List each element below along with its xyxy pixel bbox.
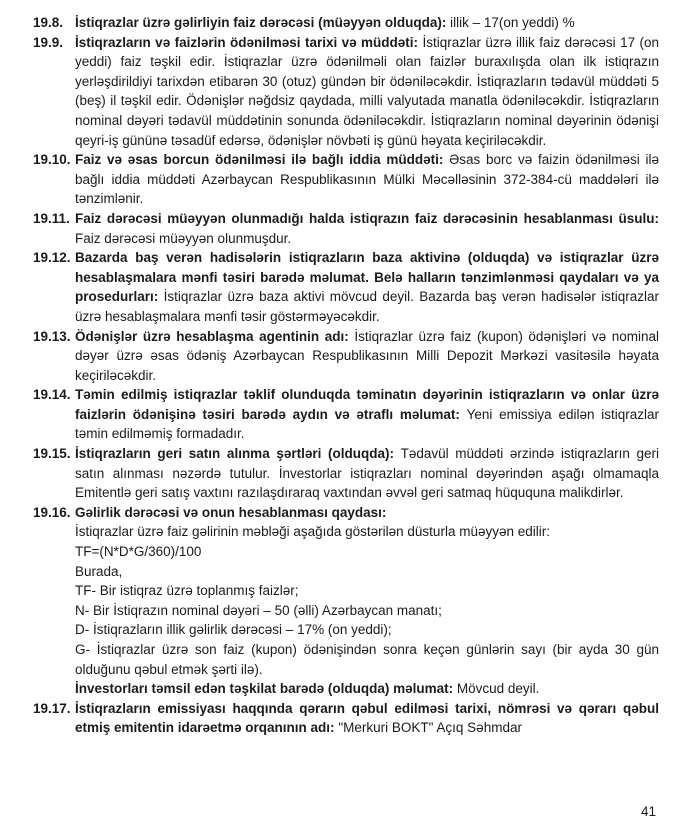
text-segment: İstiqrazlar üzrə illik faiz dərəcəsi 17 (on yeddi) faiz təşkil edir. İstiqrazlar üzrə ödənilməli olan faizlər buraxılışda olan ilk istiqrazın yerləşdirildiyi tarixdən etibarən 30 (otuz) gündən bir ödəniləcəkdir. İstiqrazların tədavül müddəti 5 (beş) il təşkil edir. Ödənişlər nəğdsiz qaydada, milli valyutada manatla ödəniləcəkdir. İstiqrazların nominal dəyəri tədavül müddətinin sonunda ödəniləcəkdir. İstiqrazların nominal dəyərinin ödənişi qeyri-iş gününə təsadüf edərsə, ödənişlər növbəti iş günü həyata keçiriləcəkdir. (75, 34, 660, 148)
text-segment: İstiqrazların və faizlərin ödənilməsi tarixi və müddəti: (75, 34, 423, 50)
text-segment: İstiqrazlar üzrə gəlirliyin faiz dərəcəsi (müəyyən olduqda): (75, 15, 451, 30)
item-content (75, 33, 659, 151)
item-number: 19.12. (33, 250, 71, 266)
item-number: 19.15. (33, 446, 71, 462)
list-item (33, 33, 659, 151)
item-content (75, 503, 659, 699)
text-segment: Faiz dərəcəsi müəyyən olunmuşdur. (75, 230, 292, 246)
text-segment: İnvestorları təmsil edən təşkilat barədə (olduqda) məlumat: (75, 681, 457, 697)
text-segment: Mövcud deyil. (456, 681, 540, 697)
list-item (33, 13, 659, 33)
item-content (75, 209, 659, 248)
paragraph (75, 620, 659, 640)
text-segment: İstiqrazların emissiyası haqqında qərarın qəbul edilməsi tarixi, nömrəsi və qərarı qəbul etmiş emitentin idarəetmə orqanının adı: (75, 700, 659, 736)
text-segment: Yeni emissiya edilən istiqrazlar təmin edilməmiş formadadır. (75, 406, 659, 442)
item-content (75, 444, 659, 503)
paragraph (75, 248, 659, 326)
item-content (75, 699, 659, 738)
text-segment: TF- Bir istiqraz üzrə toplanmış faizlər; (75, 583, 299, 599)
paragraph (75, 327, 659, 386)
paragraph (75, 581, 659, 601)
item-number: 19.16. (33, 504, 71, 520)
paragraph (75, 699, 659, 738)
text-segment: illik – 17(on yeddi) % (450, 15, 575, 30)
list-item (33, 699, 659, 738)
text-segment: İstiqrazlar üzrə baza aktivi mövcud deyil. Bazarda baş verən hadisələr istiqrazlar üzrə hesablaşmalara mənfi təsir göstərməyəcəkdir. (75, 289, 659, 324)
paragraph (75, 33, 659, 151)
item-content (75, 13, 659, 33)
text-segment: Tədavül müddəti ərzində istiqrazların geri satın alınması nəzərdə tutulur. İnvestorlar istiqrazları nominal dəyərindən aşağı olmamaqla Emitentlə geri satış vaxtını razılaşdıraraq vaxtından əvvəl geri satmaq hüququna malikdirlər. (75, 446, 659, 501)
list-item (33, 327, 659, 386)
text-segment: Faiz və əsas borcun ödənilməsi ilə bağlı iddia müddəti: (75, 152, 450, 168)
item-number: 19.14. (33, 387, 71, 403)
item-number: 19.10. (33, 152, 71, 168)
list-item (33, 209, 659, 248)
paragraph (75, 679, 659, 699)
paragraph (75, 209, 659, 248)
list-item (33, 385, 659, 444)
text-segment: Bazarda baş verən hadisələrin istiqrazların baza aktivinə (olduqda) və istiqrazlar üzrə hesablaşmalara mənfi təsiri barədə məlumat. Belə halların tənzimlənməsi qaydaları və ya prosedurları: (75, 250, 659, 305)
text-segment: N- Bir İstiqrazın nominal dəyəri – 50 (əlli) Azərbaycan manatı; (75, 602, 442, 618)
paragraph (75, 503, 659, 523)
paragraph (75, 640, 659, 679)
document-body (33, 13, 659, 738)
item-content (75, 150, 659, 209)
text-segment: Burada, (75, 563, 123, 579)
list-item (33, 150, 659, 209)
text-segment: G- İstiqrazlar üzrə son faiz (kupon) ödənişindən sonra keçən günlərin sayı (bir ayda 30 gün olduğunu qəbul etmək şərti ilə). (75, 642, 659, 677)
item-content (75, 248, 659, 326)
item-content (75, 327, 659, 386)
paragraph (75, 444, 659, 503)
item-number: 19.8. (33, 15, 64, 30)
paragraph (75, 522, 659, 542)
text-segment: D- İstiqrazların illik gəlirlik dərəcəsi – 17% (on yeddi); (75, 622, 392, 638)
text-segment: İstiqrazlar üzrə faiz (kupon) ödənişləri və nominal dəyər üzrə əsas ödəniş Azərbaycan Respublikasının Milli Depozit Mərkəzi vasitəsilə həyata keçiriləcəkdir. (75, 328, 659, 383)
list-item (33, 503, 659, 699)
paragraph (75, 385, 659, 444)
list-item (33, 248, 659, 326)
paragraph (75, 601, 659, 621)
text-segment: Faiz dərəcəsi müəyyən olunmadığı halda istiqrazın faiz dərəcəsinin hesablanması üsulu: (75, 210, 659, 226)
list-item (33, 444, 659, 503)
paragraph (75, 562, 659, 582)
text-segment: Gəlirlik dərəcəsi və onun hesablanması qaydası: (75, 504, 387, 520)
item-number: 19.17. (33, 700, 71, 716)
paragraph (75, 542, 659, 562)
item-number: 19.11. (33, 210, 70, 226)
text-segment: İstiqrazlar üzrə faiz gəlirinin məbləği aşağıda göstərilən düsturla müəyyən edilir: (75, 524, 550, 540)
item-number: 19.13. (33, 328, 71, 344)
page-number: 41 (640, 804, 656, 820)
text-segment: İstiqrazların geri satın alınma şərtləri (olduqda): (75, 446, 401, 462)
text-segment: "Merkuri BOKT" Açıq Səhmdar (338, 720, 522, 736)
text-segment: Təmin edilmiş istiqrazlar təklif olunduqda təminatın dəyərinin istiqrazların və onlar üzrə faizlərin ödənişinə təsiri barədə aydın və ətraflı məlumat: (75, 387, 659, 422)
paragraph (75, 150, 659, 209)
text-segment: Ödənişlər üzrə hesablaşma agentinin adı: (75, 328, 355, 344)
text-segment: Əsas borc və faizin ödənilməsi ilə bağlı iddia müddəti Azərbaycan Respublikasının Mülki Məcəlləsinin 372-384-cü maddələri ilə tənzimlənir. (75, 152, 659, 207)
item-content (75, 385, 659, 444)
text-segment: TF=(N*D*G/360)/100 (75, 544, 202, 560)
item-number: 19.9. (33, 34, 64, 50)
paragraph (75, 13, 659, 33)
